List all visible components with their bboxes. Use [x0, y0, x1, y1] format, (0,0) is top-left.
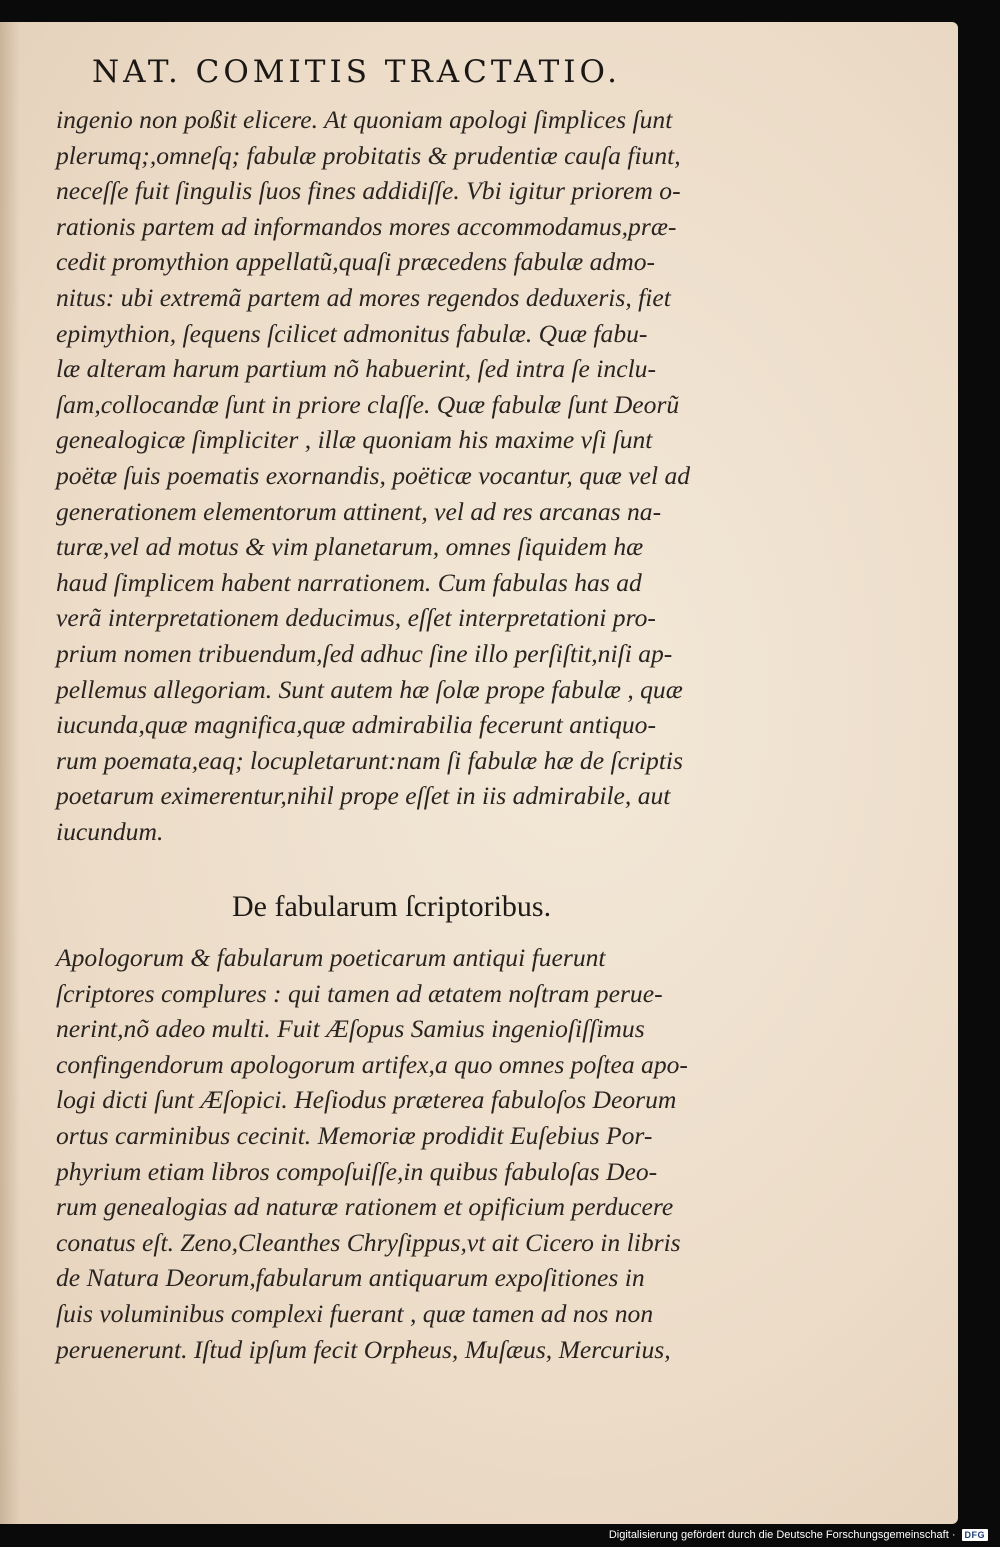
text-line: nitus: ubi extremã partem ad mores regendos deduxeris, fiet	[56, 282, 671, 312]
text-line: genealogicæ ſimpliciter , illæ quoniam his maxime vſi ſunt	[56, 425, 653, 455]
text-line: logi dicti ſunt Æſopici. Heſiodus præterea fabuloſos Deorum	[56, 1085, 677, 1115]
text-line: ſcriptores complures : qui tamen ad ætatem noſtram perue-	[56, 978, 663, 1008]
digitization-footer	[609, 1526, 988, 1544]
text-line: ingenio non poßit elicere. At quoniam apologi ſimplices ſunt	[56, 105, 673, 134]
paragraph-1	[56, 102, 776, 849]
text-line: rum poemata,eaq; locupletarunt:nam ſi fabulæ hæ de ſcriptis	[56, 745, 683, 775]
text-line: ſam,collocandæ ſunt in priore claſſe. Quæ fabulæ ſunt Deorũ	[56, 389, 680, 419]
text-line: haud ſimplicem habent narrationem. Cum fabulas has ad	[56, 567, 642, 597]
text-line: rum genealogias ad naturæ rationem et opificium perducere	[56, 1192, 674, 1222]
text-line: epimythion, ſequens ſcilicet admonitus fabulæ. Quæ fabu-	[56, 318, 648, 348]
text-line: prium nomen tribuendum,ſed adhuc ſine illo perſiſtit,niſi ap-	[56, 638, 673, 668]
text-line: ſuis voluminibus complexi fuerant , quæ tamen ad nos non	[56, 1298, 654, 1328]
text-line: iucunda,quæ magnifica,quæ admirabilia fecerunt antiquo-	[56, 710, 656, 740]
text-line: verã interpretationem deducimus, eſſet interpretationi pro-	[56, 603, 656, 633]
paragraph-2	[56, 940, 776, 1367]
text-line: de Natura Deorum,fabularum antiquarum expoſitiones in	[56, 1263, 645, 1293]
text-line: turæ,vel ad motus & vim planetarum, omnes ſiquidem hæ	[56, 532, 644, 562]
text-line: confingendorum apologorum artifex,a quo omnes poſtea apo-	[56, 1049, 688, 1079]
page-gutter-shadow	[0, 22, 20, 1524]
text-line: ortus carminibus cecinit. Memoriæ prodidit Euſebius Por-	[56, 1120, 653, 1150]
text-line: iucundum.	[56, 816, 164, 846]
text-line: Apologorum & fabularum poeticarum antiqui fuerunt	[56, 943, 606, 972]
text-line: læ alteram harum partium nõ habuerint, ſed intra ſe inclu-	[56, 354, 657, 384]
section-heading: De fabularum ſcriptoribus.	[232, 890, 552, 923]
text-line: pellemus allegoriam. Sunt autem hæ ſolæ prope fabulæ , quæ	[56, 674, 683, 704]
text-line: conatus eſt. Zeno,Cleanthes Chryſippus,vt ait Cicero in libris	[56, 1227, 681, 1257]
text-line: generationem elementorum attinent, vel ad res arcanas na-	[56, 496, 662, 526]
text-line: neceſſe fuit ſingulis ſuos fines addidiſſe. Vbi igitur priorem o-	[56, 176, 681, 206]
book-page	[0, 22, 958, 1524]
text-line: plerumq;,omneſq; fabulæ probitatis & prudentiæ cauſa fiunt,	[56, 140, 681, 170]
footer-credit: Digitalisierung gefördert durch die Deutsche Forschungsgemeinschaft ·	[608, 1529, 956, 1541]
text-line: rationis partem ad informandos mores accommodamus,præ-	[56, 211, 677, 241]
text-line: phyrium etiam libros compoſuiſſe,in quibus fabuloſas Deo-	[56, 1156, 658, 1186]
running-head: NAT. COMITIS TRACTATIO.	[92, 54, 621, 90]
dfg-logo-icon: DFG	[962, 1529, 989, 1541]
text-line: cedit promythion appellatũ,quaſi præcedens fabulæ admo-	[56, 247, 656, 277]
text-line: poëtæ ſuis poematis exornandis, poëticæ vocantur, quæ vel ad	[56, 460, 691, 490]
text-line: nerint,nõ adeo multi. Fuit Æſopus Samius ingenioſiſſimus	[56, 1014, 645, 1044]
text-line: peruenerunt. Iſtud ipſum fecit Orpheus, Muſæus, Mercurius,	[56, 1334, 671, 1364]
text-line: poetarum eximerentur,nihil prope eſſet in iis admirabile, aut	[56, 781, 671, 811]
